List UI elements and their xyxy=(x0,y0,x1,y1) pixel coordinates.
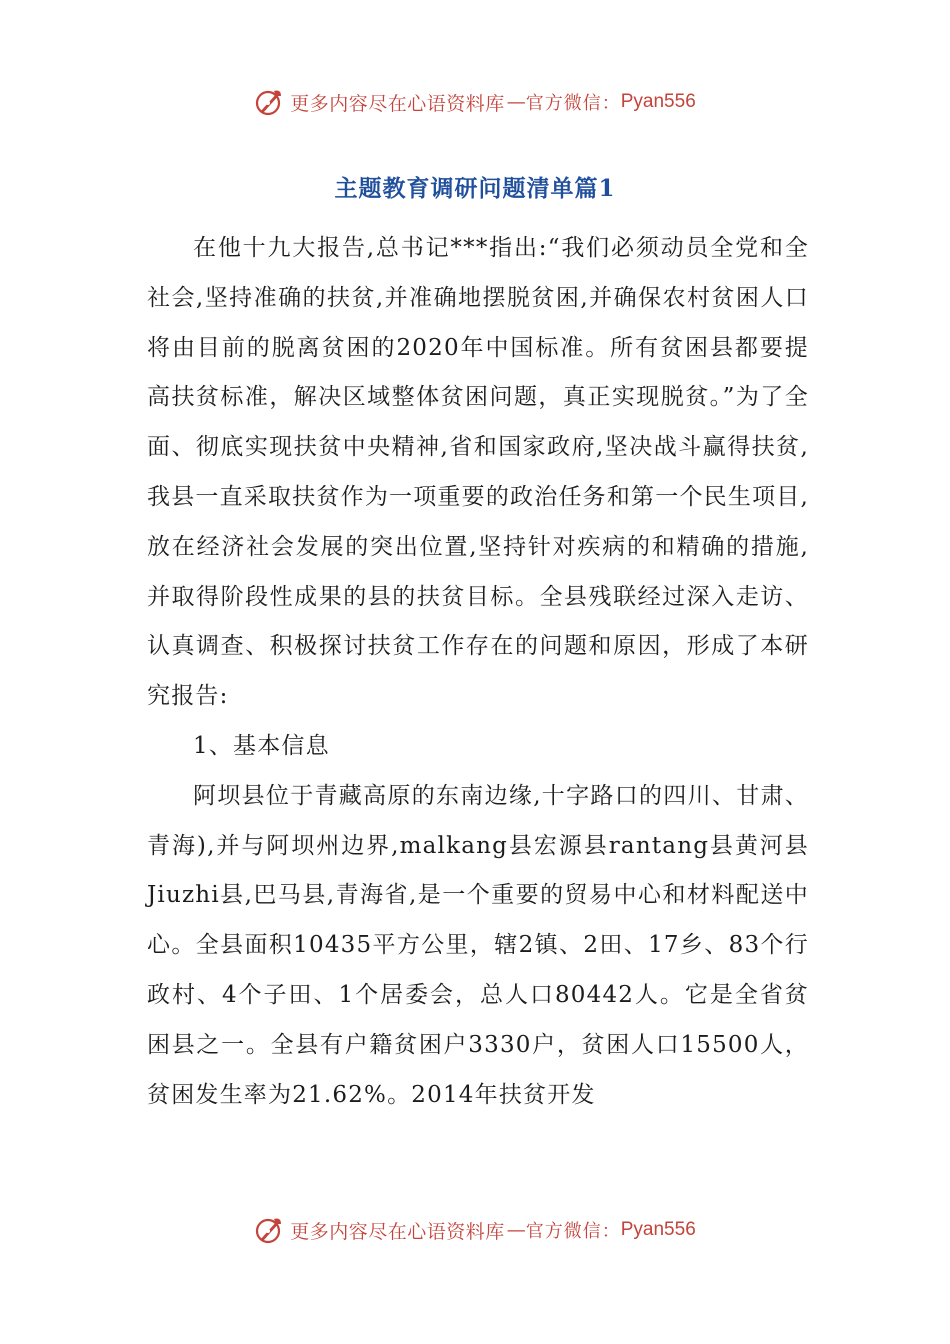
banner-text: 更多内容尽在心语资料库 xyxy=(290,1220,505,1243)
wechat-id: Pyan556 xyxy=(620,1219,696,1240)
quill-pen-circle-icon xyxy=(254,87,284,117)
wechat-label: 官方微信： xyxy=(525,93,621,114)
body-paragraph: 在他十九大报告,总书记***指出:“我们必须动员全党和全社会,坚持准确的扶贫,并准确地摆脱贫困,并确保农村贫困人口将由目前的脱离贫困的2020年中国标准。所有贫困县都要提高扶贫标准，解决区域整体贫困问题，真正实现脱贫。”为了全面、彻底实现扶贫中央精神,省和国家政府,坚决战斗赢得扶贫,我县一直采取扶贫作为一项重要的政治任务和第一个民生项目,放在经济社会发展的突出位置,坚持针对疾病的和精确的措施,并取得阶段性成果的县的扶贫目标。全县残联经过深入走访、认真调查、积极探讨扶贫工作存在的问题和原因，形成了本研究报告: xyxy=(147,235,809,710)
quill-pen-circle-icon xyxy=(254,1215,284,1245)
body-paragraph: 阿坝县位于青藏高原的东南边缘,十字路口的四川、甘肃、青海),并与阿坝州边界,malkang县宏源县rantang县黄河县Jiuzhi县,巴马县,青海省,是一个重要的贸易中心和材料配送中心。全县面积10435平方公里，辖2镇、2田、17乡、83个行政村、4个子田、1个居委会，总人口80442人。它是全省贫困县之一。全县有户籍贫困户3330户，贫困人口15500人，贫困发生率为21.62%。2014年扶贫开发 xyxy=(147,782,809,1108)
banner-separator: — xyxy=(506,1219,526,1241)
wechat-id: Pyan556 xyxy=(620,91,696,112)
document-body xyxy=(147,224,809,1120)
section-heading: 1、基本信息 xyxy=(193,732,330,759)
footer-banner xyxy=(0,1208,950,1252)
header-banner xyxy=(0,80,950,124)
document-title: 主题教育调研问题清单篇1 xyxy=(334,175,616,202)
banner-text: 更多内容尽在心语资料库 xyxy=(290,92,505,115)
wechat-label: 官方微信： xyxy=(525,1221,621,1242)
banner-separator: — xyxy=(506,91,526,113)
